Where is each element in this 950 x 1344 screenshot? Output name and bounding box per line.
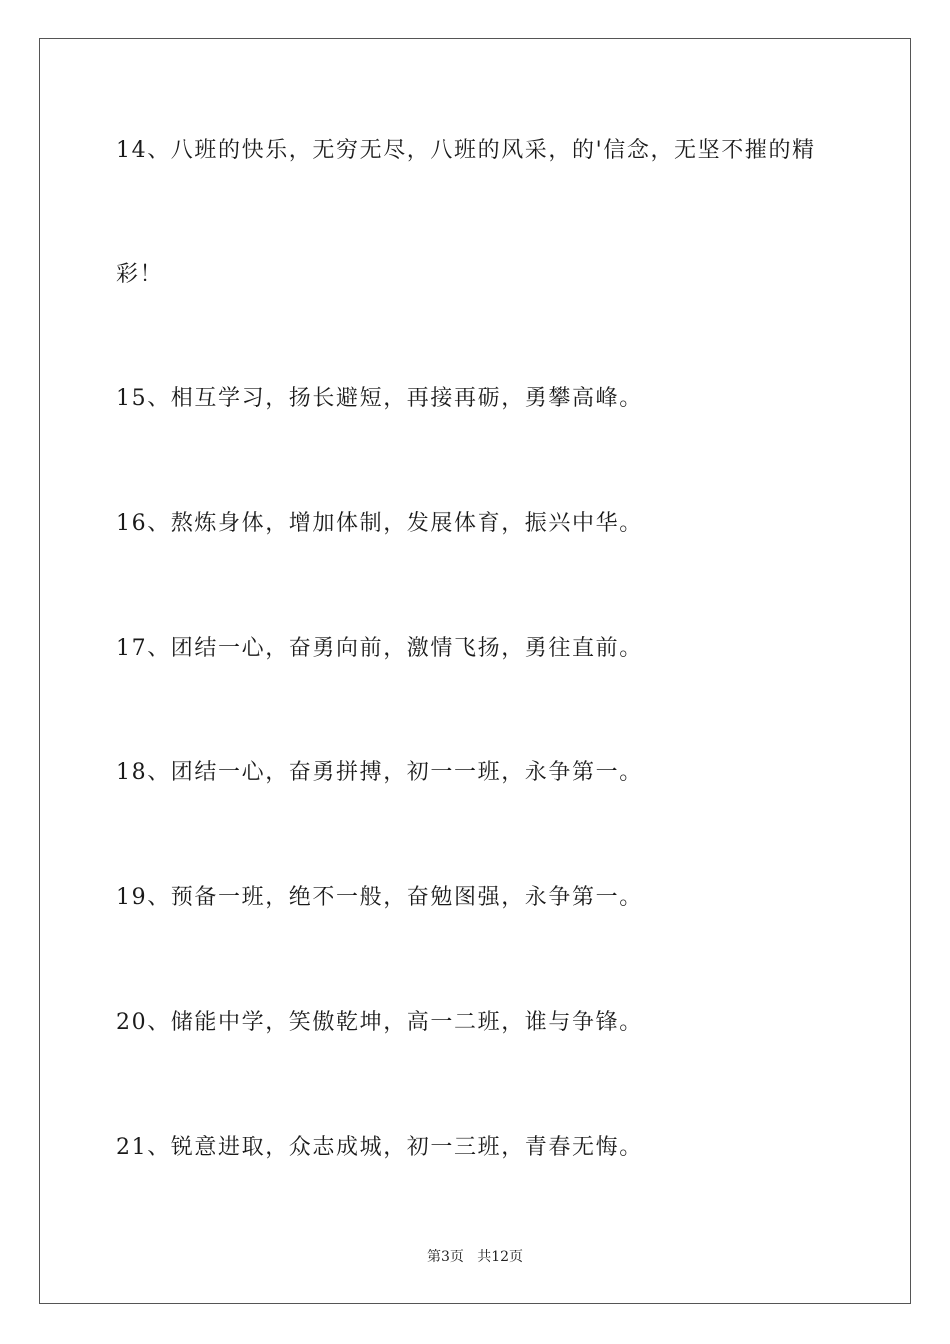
slogan-line: 彩！ [116,262,164,287]
slogan-line: 14、八班的快乐，无穷无尽，八班的风采，的'信念，无坚不摧的精 [116,138,816,163]
slogan-line: 20、储能中学，笑傲乾坤，高一二班，谁与争锋。 [116,1010,643,1035]
slogan-line: 16、熬炼身体，增加体制，发展体育，振兴中华。 [116,511,643,536]
slogan-line: 18、团结一心，奋勇拼搏，初一一班，永争第一。 [116,760,643,785]
slogan-line: 19、预备一班，绝不一般，奋勉图强，永争第一。 [116,885,643,910]
page-border [39,38,911,1304]
slogan-line: 15、相互学习，扬长避短，再接再砺，勇攀高峰。 [116,386,643,411]
slogan-line: 17、团结一心，奋勇向前，激情飞扬，勇往直前。 [116,636,643,661]
page-number-footer: 第3页 共12页 [426,1249,524,1265]
slogan-line: 21、锐意进取，众志成城，初一三班，青春无悔。 [116,1135,643,1160]
